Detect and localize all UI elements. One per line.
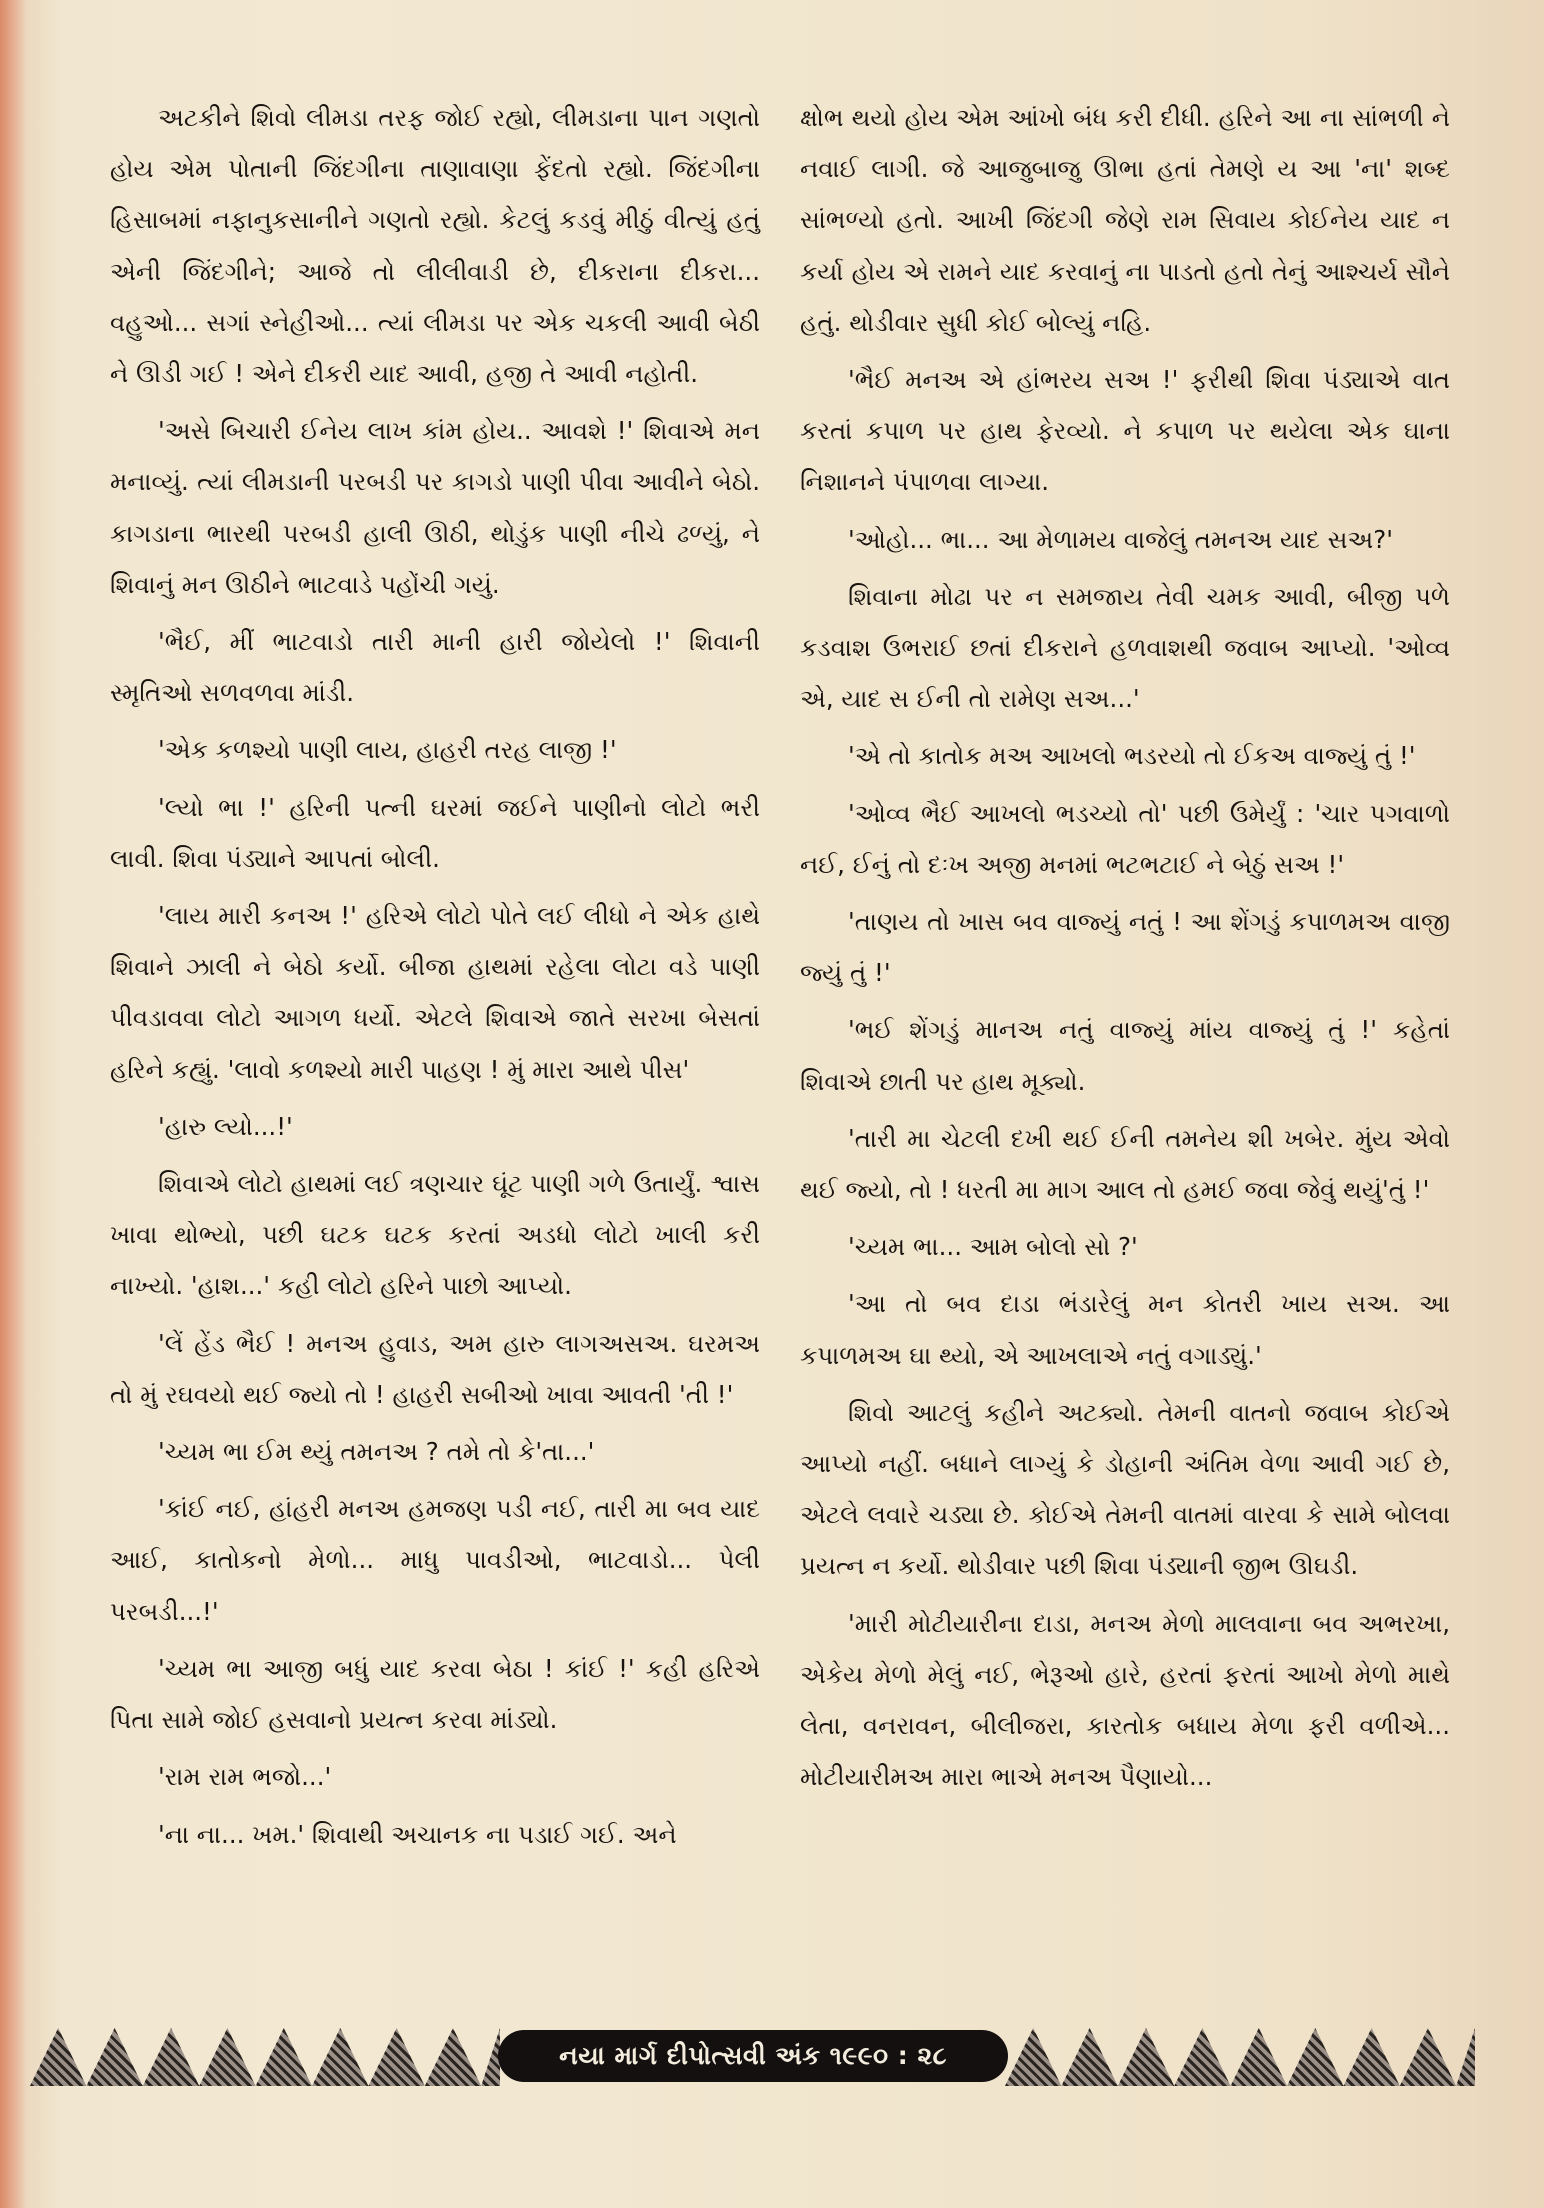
page-edge [0, 0, 26, 2208]
paragraph: અટકીને શિવો લીમડા તરફ જોઈ રહ્યો, લીમડાના પાન ગણતો હોય એમ પોતાની જિંદગીના તાણાવાણા ફેંદતો રહ્યો. જિંદગીના હિસાબમાં નફાનુકસાનીને ગણતો રહ્યો. કેટલું કડવું મીઠું વીત્યું હતું એની જિંદગીને; આજે તો લીલીવાડી છે, દીકરાના દીકરા... વહુઓ... સગાં સ્નેહીઓ... ત્યાં લીમડા પર એક ચકલી આવી બેઠી ને ઊડી ગઈ ! એને દીકરી યાદ આવી, હજી તે આવી નહોતી. [110, 103, 760, 389]
paragraph: 'ચ્યમ ભા ઈમ થ્યું તમનઅ ? તમે તો કે'તા...' [158, 1437, 595, 1467]
page-footer [30, 2020, 1470, 2092]
paragraph: 'તારી મા ચેટલી દખી થઈ ઈની તમનેય શી ખબેર. મુંય એવો થઈ જ્યો, તો ! ધરતી મા માગ આલ તો હમઈ જવા જેવું થયું'તું !' [800, 1123, 1450, 1205]
zigzag-ornament [1005, 2028, 1475, 2086]
paragraph: 'મારી મોટીયારીના દાડા, મનઅ મેળો માલવાના બવ અભરખા, એકેય મેળો મેલું નઈ, ભેરૂઓ હારે, હરતાં ફરતાં આખો મેળો માથે લેતા, વનરાવન, બીલીજરા, કારતોક બધાય મેળા ફરી વળીએ... મોટીયારીમઅ મારા ભાએ મનઅ પૈણાયો... [800, 1608, 1450, 1792]
paragraph: 'ઓહો... ભા... આ મેળામય વાજેલું તમનઅ યાદ સઅ?' [848, 524, 1394, 554]
paragraph: 'કાંઈ નઈ, હાંહરી મનઅ હમજણ પડી નઈ, તારી મા બવ યાદ આઈ, કાતોકનો મેળો... માધુ પાવડીઓ, ભાટવાડો... પેલી પરબડી...!' [110, 1494, 760, 1626]
paragraph: 'આ તો બવ દાડા ભંડારેલું મન કોતરી ખાય સઅ. આ કપાળમઅ ઘા થ્યો, એ આખલાએ નતું વગાડ્યું.' [800, 1289, 1450, 1370]
paragraph: 'ભઈ શેંગડું માનઅ નતું વાજ્યું માંય વાજ્યું તું !' કહેતાં શિવાએ છાતી પર હાથ મૂક્યો. [800, 1015, 1450, 1096]
paragraph: શિવાએ લોટો હાથમાં લઈ ત્રણચાર ઘૂંટ પાણી ગળે ઉતાર્યું. શ્વાસ ખાવા થોભ્યો, પછી ઘટક ઘટક કરતાં અડધો લોટો ખાલી કરી નાખ્યો. 'હાશ...' કહી લોટો હરિને પાછો આપ્યો. [110, 1169, 760, 1301]
zigzag-ornament [30, 2028, 500, 2086]
paragraph: 'ના ના... ખમ.' શિવાથી અચાનક ના પડાઈ ગઈ. અને [158, 1819, 677, 1849]
paragraph: 'લેં હેંડ ભૈઈ ! મનઅ હુવાડ, અમ હારુ લાગઅસઅ. ઘરમઅ તો મું રઘવયો થઈ જ્યો તો ! હાહરી સબીઓ ખાવા આવતી 'તી !' [110, 1328, 760, 1409]
paragraph: 'ચ્યમ ભા આજી બધું યાદ કરવા બેઠા ! કાંઈ !' કહી હરિએ પિતા સામે જોઈ હસવાનો પ્રયત્ન કરવા માંડ્યો. [110, 1653, 760, 1735]
paragraph: 'રામ રામ ભજો...' [158, 1762, 332, 1792]
paragraph: 'લાય મારી કનઅ !' હરિએ લોટો પોતે લઈ લીધો ને એક હાથે શિવાને ઝાલી ને બેઠો કર્યો. બીજા હાથમાં રહેલા લોટા વડે પાણી પીવડાવવા લોટો આગળ ધર્યો. એટલે શિવાએ જાતે સરખા બેસતાં હરિને કહ્યું. 'લાવો કળશ્યો મારી પાહણ ! મું મારા આથે પીસ' [110, 901, 760, 1084]
paragraph: 'ચ્યમ ભા... આમ બોલો સો ?' [848, 1232, 1138, 1262]
paragraph: 'લ્યો ભા !' હરિની પત્ની ઘરમાં જઈને પાણીનો લોટો ભરી લાવી. શિવા પંડ્યાને આપતાં બોલી. [110, 792, 760, 873]
paragraph: 'હારુ લ્યો...!' [158, 1111, 293, 1141]
paragraph: 'તાણય તો ખાસ બવ વાજ્યું નતું ! આ શેંગડું કપાળમઅ વાજી જ્યું તું !' [800, 907, 1450, 988]
paragraph: 'એ તો કાતોક મઅ આખલો ભડરયો તો ઈકઅ વાજ્યું તું !' [848, 741, 1416, 771]
paragraph: 'અસે બિચારી ઈનેય લાખ કાંમ હોય.. આવશે !' શિવાએ મન મનાવ્યું. ત્યાં લીમડાની પરબડી પર કાગડો પાણી પીવા આવીને બેઠો. કાગડાના ભારથી પરબડી હાલી ઊઠી, થોડુંક પાણી નીચે ઢળ્યું, ને શિવાનું મન ઊઠીને ભાટવાડે પહોંચી ગયું. [110, 416, 760, 599]
right-column [800, 92, 1450, 1809]
left-column [110, 92, 760, 1866]
paragraph: શિવો આટલું કહીને અટક્યો. તેમની વાતનો જવાબ કોઈએ આપ્યો નહીં. બધાને લાગ્યું કે ડોહાની અંતિમ વેળા આવી ગઈ છે, એટલે લવારે ચડ્યા છે. કોઈએ તેમની વાતમાં વારવા કે સામે બોલવા પ્રયત્ન ન કર્યો. થોડીવાર પછી શિવા પંડ્યાની જીભ ઊઘડી. [800, 1397, 1450, 1581]
paragraph-continued: ક્ષોભ થયો હોય એમ આંખો બંધ કરી દીધી. હરિને આ ના સાંભળી ને નવાઈ લાગી. જે આજુબાજુ ઊભા હતાં તેમણે ય આ 'ના' શબ્દ સાંભળ્યો હતો. આખી જિંદગી જેણે રામ સિવાય કોઈનેય યાદ ન કર્યા હોય એ રામને યાદ કરવાનું ના પાડતો હતો તેનું આશ્ચર્ય સૌને હતું. થોડીવાર સુધી કોઈ બોલ્યું નહિ. [800, 103, 1450, 337]
paragraph: 'એક કળશ્યો પાણી લાય, હાહરી તરહ લાજી !' [158, 735, 617, 765]
paragraph: 'ઓવ્વ ભૈઈ આખલો ભડચ્યો તો' પછી ઉમેર્યું : 'ચાર પગવાળો નઈ, ઈનું તો દઃખ અજી મનમાં ભટભટાઈ ને બેઠું સઅ !' [800, 798, 1450, 879]
footer-issue-label: નયા માર્ગ દીપોત્સવી અંક ૧૯૯૦ : ૨૮ [498, 2030, 1008, 2082]
paragraph: 'ભૈઈ, મીં ભાટવાડો તારી માની હારી જોયેલો !' શિવાની સ્મૃતિઓ સળવળવા માંડી. [110, 627, 760, 708]
paragraph: 'ભૈઈ મનઅ એ હાંભરય સઅ !' ફરીથી શિવા પંડ્યાએ વાત કરતાં કપાળ પર હાથ ફેરવ્યો. ને કપાળ પર થયેલા એક ઘાના નિશાનને પંપાળવા લાગ્યા. [800, 365, 1450, 497]
paragraph: શિવાના મોઢા પર ન સમજાય તેવી ચમક આવી, બીજી પળે કડવાશ ઉભરાઈ છતાં દીકરાને હળવાશથી જવાબ આપ્યો. 'ઓવ્વ એ, યાદ સ ઈની તો રામેણ સઅ...' [800, 581, 1450, 714]
